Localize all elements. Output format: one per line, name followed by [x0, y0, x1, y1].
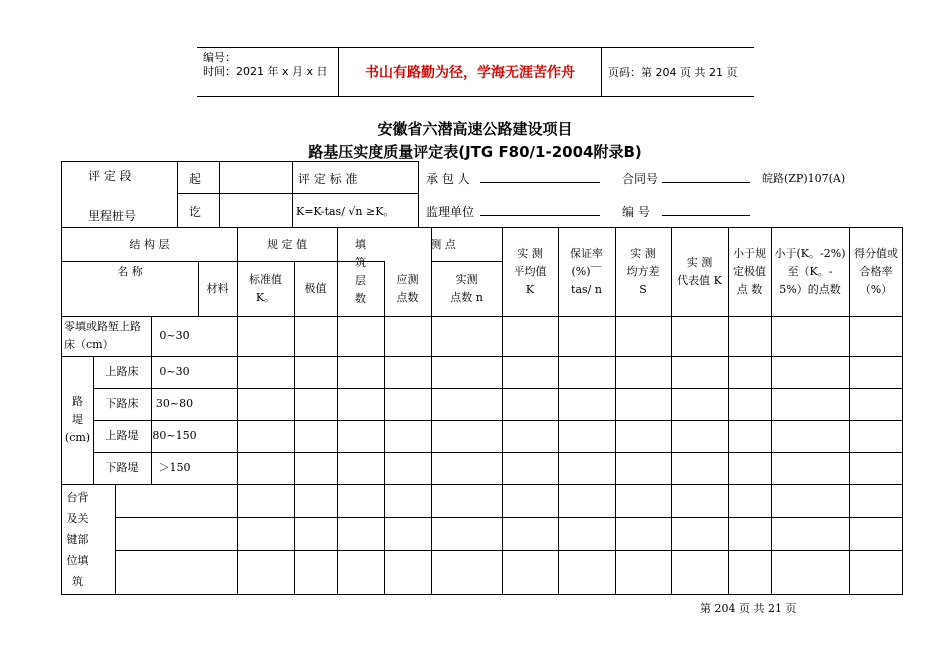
header-standard-value: 标准值 K。 — [249, 272, 282, 304]
contract-no-label: 合同号 — [622, 172, 659, 186]
info-block — [61, 161, 419, 227]
standard-formula: K=K-tas/ √n ≥K。 — [296, 205, 395, 218]
header-points: 测 点 — [430, 237, 456, 251]
header-meta — [197, 48, 339, 96]
start-label: 起 — [189, 172, 202, 186]
document-subtitle: 路基压实度质量评定表(JTG F80/1-2004附录B) — [308, 143, 642, 161]
roadbed-row-depth: 30~80 — [155, 397, 194, 410]
header-spec: 规 定 值 — [267, 237, 307, 251]
roadbed-row-depth: ＞150 — [158, 461, 191, 474]
stake-label: 里程桩号 — [88, 209, 137, 223]
roadbed-row-name: 上路堤 — [105, 429, 139, 442]
roadbed-row-depth: 80~150 — [152, 429, 197, 442]
document-header — [197, 47, 754, 97]
header-material: 材料 — [206, 281, 229, 295]
header-points-actual: 实测 点数 n — [450, 272, 483, 304]
header-name: 名 称 — [117, 265, 143, 278]
time-label: 时间：2021 年 x 月 x 日 — [203, 65, 328, 78]
header-representative: 实 测 代表值 K — [677, 256, 722, 287]
number-label: 编 号 — [622, 205, 650, 219]
page-footer: 第 204 页 共 21 页 — [700, 602, 797, 615]
header-score: 得分值或 合格率 （%） — [854, 247, 898, 296]
end-label: 讫 — [189, 205, 202, 219]
contract-no-value: 皖路(ZP)107(A) — [762, 172, 846, 185]
roadbed-row-name: 上路床 — [105, 365, 139, 378]
compaction-table — [61, 227, 903, 595]
segment-label: 评 定 段 — [88, 169, 132, 183]
serial-label: 编号： — [203, 51, 236, 64]
roadbed-row-name: 下路堤 — [105, 461, 139, 474]
header-mean: 实 测 平均值 K — [513, 247, 547, 296]
row-zero-fill-label: 零填或路堑上路 床（cm） — [64, 320, 141, 351]
number-line — [662, 215, 750, 216]
header-guarantee: 保证率 (%)‾‾ tas/ n — [570, 247, 603, 296]
header-extreme: 极值 — [304, 281, 327, 295]
standard-label: 评 定 标 准 — [298, 172, 358, 186]
roadbed-group-label: 路 堤 (cm) — [64, 395, 91, 444]
document-title: 安徽省六潜高速公路建设项目 — [377, 120, 573, 138]
header-motto: 书山有路勤为径，学海无涯苦作舟 — [339, 48, 602, 96]
header-std: 实 测 均方差 S — [626, 247, 660, 296]
header-structure: 结 构 层 — [129, 237, 170, 251]
roadbed-row-depth: 0~30 — [159, 365, 190, 378]
header-page-label: 页码：第 204 页 共 21 页 — [608, 66, 738, 79]
contractor-label: 承 包 人 — [426, 172, 470, 186]
header-below-k: 小于(K。-2%) 至（K。- 5%）的点数 — [774, 247, 846, 296]
header-points-required: 应测 点数 — [396, 272, 419, 304]
supervisor-label: 监理单位 — [426, 205, 475, 219]
contractor-line — [480, 182, 600, 183]
supervisor-line — [480, 215, 600, 216]
header-fill-layers: 填 筑 层 数 — [355, 238, 366, 305]
row-zero-fill-depth: 0~30 — [159, 329, 190, 342]
header-below-limit: 小于规 定极值 点 数 — [733, 247, 766, 296]
contract-no-line — [662, 182, 750, 183]
roadbed-row-name: 下路床 — [105, 397, 139, 410]
backfill-group-label: 台背 及关 键部 位填 筑 — [66, 491, 89, 588]
